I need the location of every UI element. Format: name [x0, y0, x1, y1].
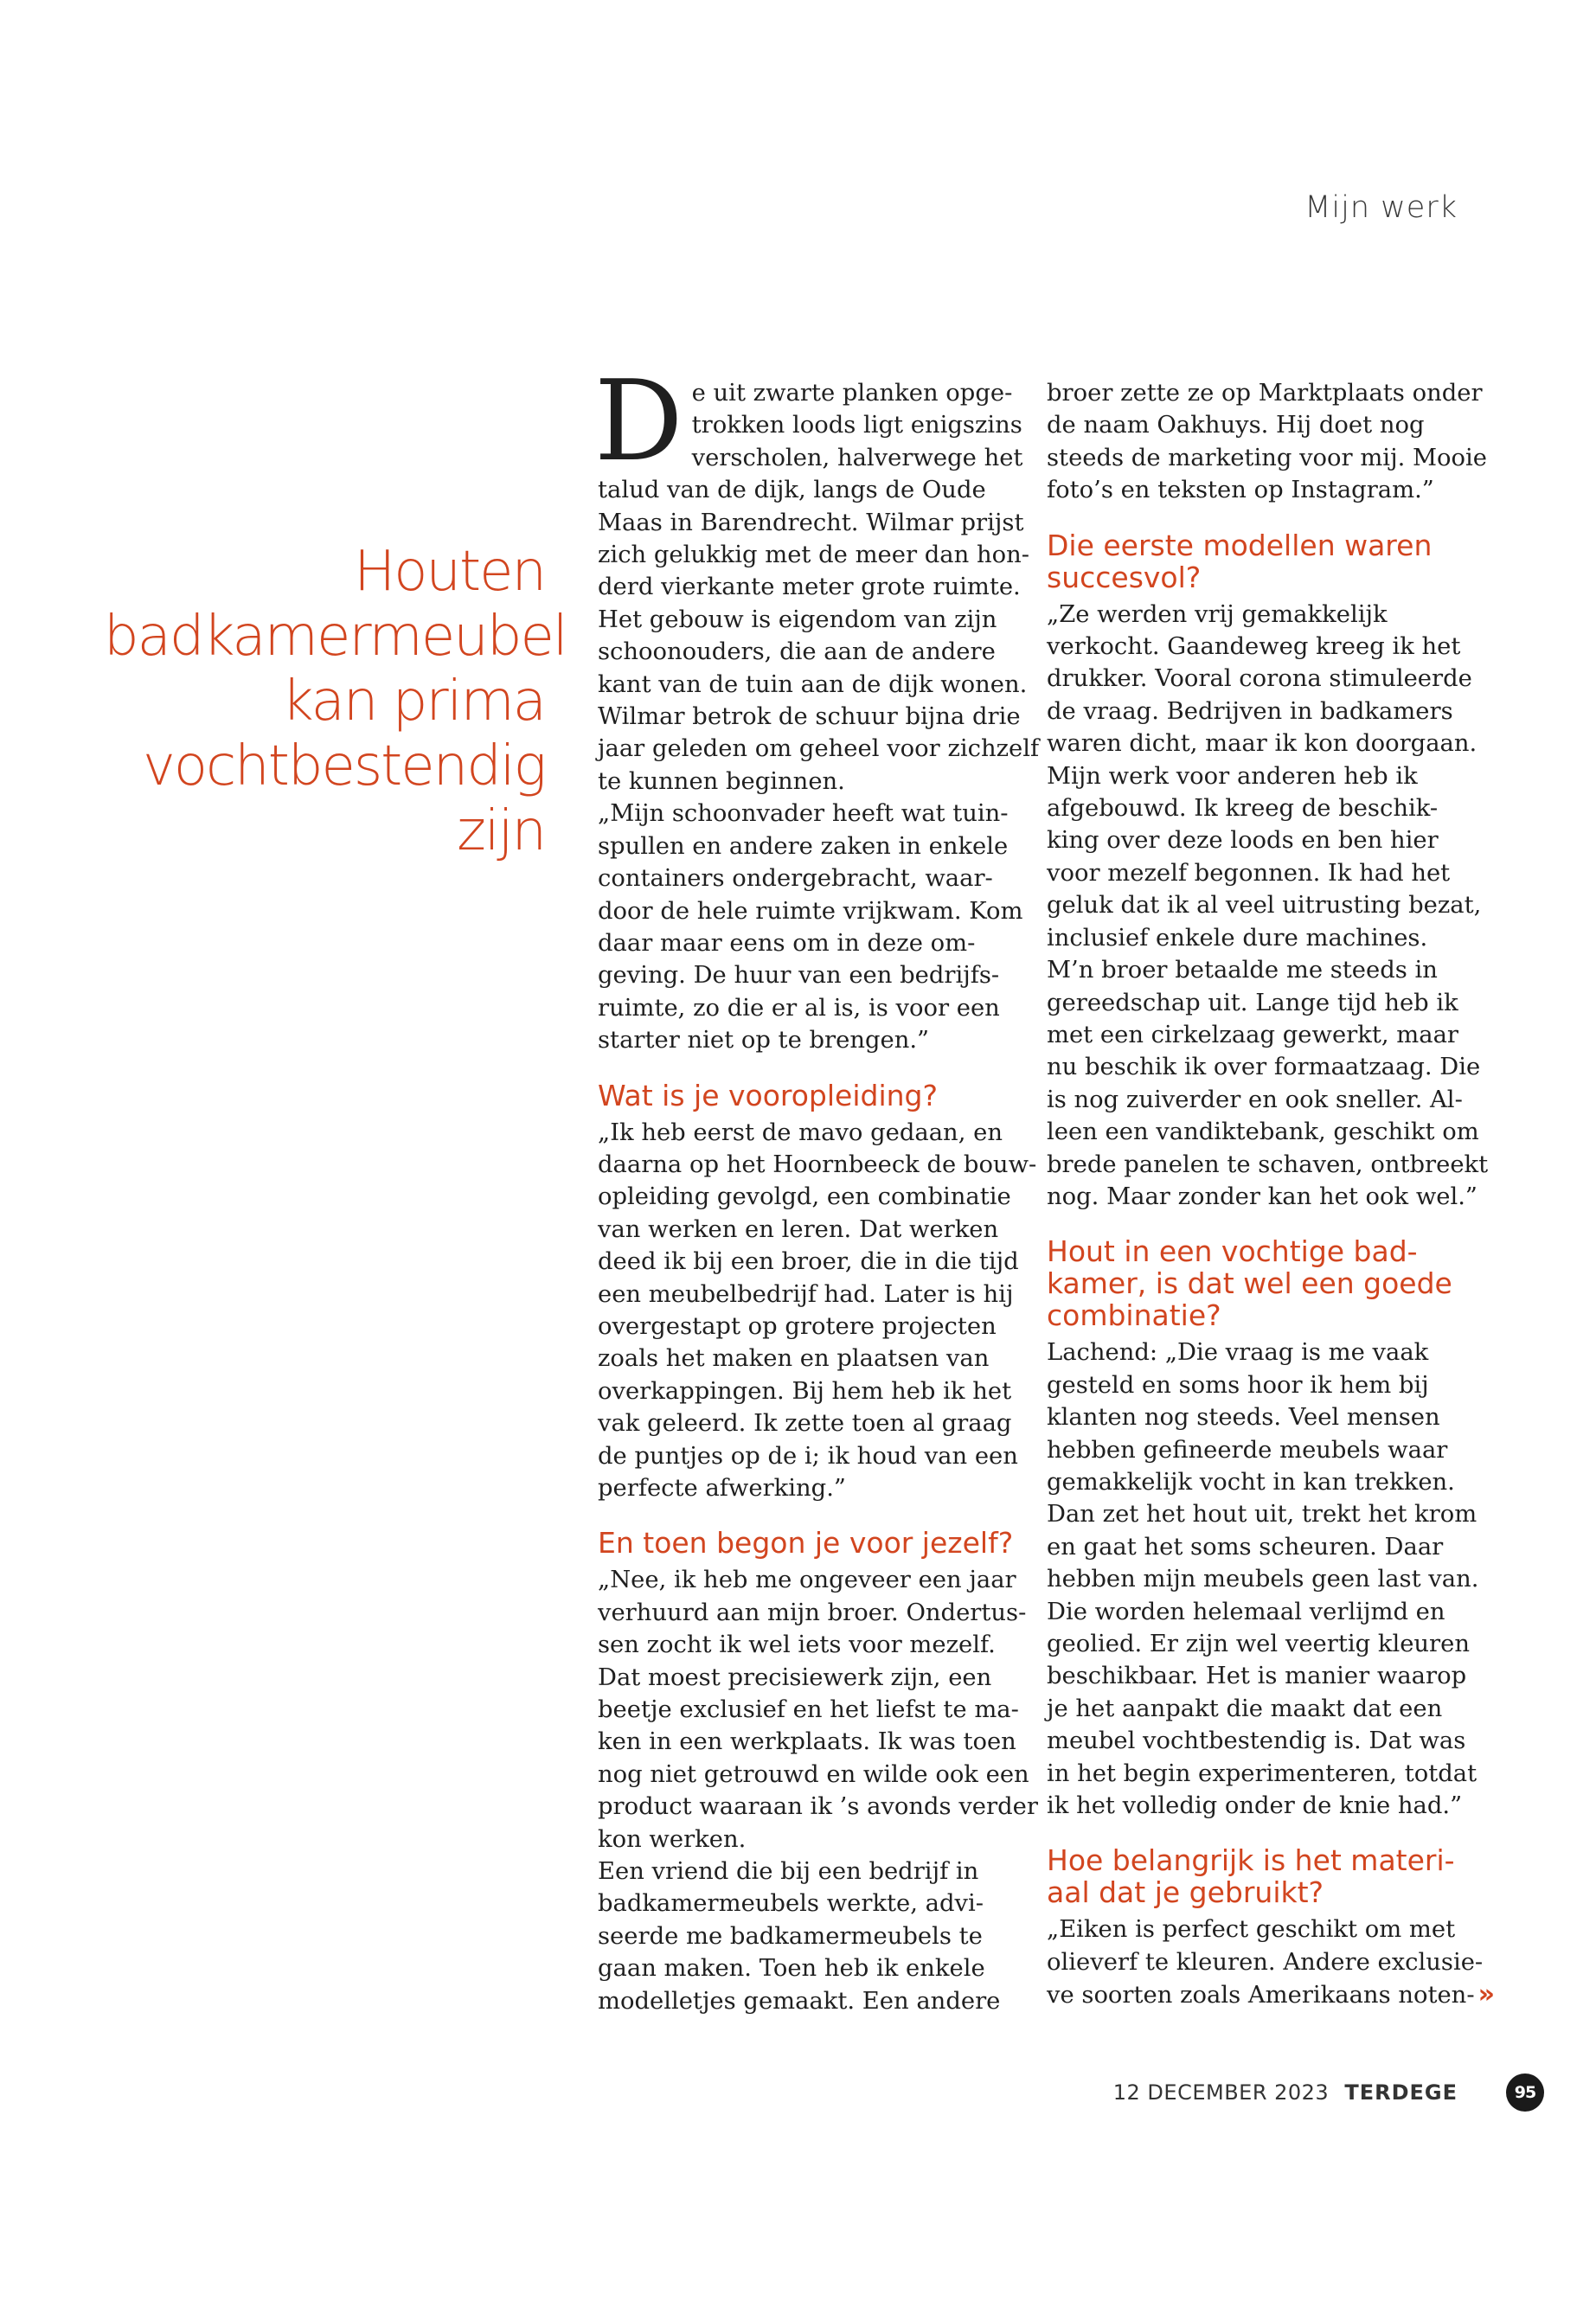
- text-line: e uit zwarte planken opge-: [691, 380, 1013, 407]
- text-line: beschikbaar. Het is manier waarop: [1047, 1663, 1467, 1690]
- publication-name: TERDEGE: [1344, 2080, 1458, 2105]
- text-line: ruimte, zo die er al is, is voor een: [598, 994, 1000, 1022]
- text-line: foto’s en teksten op Instagram.”: [1047, 477, 1434, 504]
- text-line: seerde me badkamermeubels te: [598, 1922, 983, 1950]
- question-heading: [1047, 1822, 1472, 1913]
- text-line: containers ondergebracht, waar-: [598, 865, 993, 893]
- text-line: ve soorten zoals Amerikaans noten- »: [1047, 1979, 1491, 2010]
- section-label: Mijn werk: [1304, 190, 1458, 225]
- text-line: zoals het maken en plaatsen van: [598, 1345, 990, 1373]
- text-line: Hoe belangrijk is het materi-: [1047, 1843, 1455, 1878]
- question-heading: [1047, 507, 1472, 599]
- article-column-2: [1047, 377, 1491, 2012]
- text-line: de puntjes op de i; ik houd van een: [598, 1442, 1018, 1470]
- text-line: daarna op het Hoornbeeck de bouw-: [598, 1150, 1037, 1178]
- question-heading: [598, 1504, 1013, 1564]
- text-line: „Nee, ik heb me ongeveer een jaar: [598, 1567, 1016, 1594]
- text-line: afgebouwd. Ik kreeg de beschik-: [1047, 795, 1439, 823]
- text-line: en gaat het soms scheuren. Daar: [1047, 1533, 1444, 1561]
- text-line: nog. Maar zonder kan het ook wel.”: [1047, 1183, 1477, 1210]
- text-line: voor mezelf begonnen. Ik had het: [1047, 859, 1451, 887]
- text-line: king over deze loods en ben hier: [1047, 827, 1439, 855]
- pull-quote-line: vochtbestendig: [142, 734, 545, 798]
- text-line: Dan zet het hout uit, trekt het krom: [1047, 1501, 1477, 1529]
- pull-quote-line: Houten: [354, 540, 545, 604]
- text-line: Maas in Barendrecht. Wilmar prijst: [598, 509, 1024, 536]
- text-line: leen een vandiktebank, geschikt om: [1047, 1118, 1479, 1146]
- text-line: „Eiken is perfect geschikt om met: [1047, 1916, 1456, 1944]
- continue-arrow-icon: »: [1477, 1979, 1491, 2010]
- text-line: Hout in een vochtige bad-: [1047, 1234, 1418, 1269]
- text-line: talud van de dijk, langs de Oude: [598, 477, 986, 504]
- text-line: gaan maken. Toen heb ik enkele: [598, 1955, 985, 1983]
- text-line: olieverf te kleuren. Andere exclusie-: [1047, 1948, 1484, 1976]
- answer-paragraph: [1047, 599, 1489, 1214]
- text-line: overgestapt op grotere projecten: [598, 1312, 997, 1340]
- text-line: derd vierkante meter grote ruimte.: [598, 574, 1021, 601]
- text-line: daar maar eens om in deze om-: [598, 929, 976, 957]
- text-line: badkamermeubels werkte, advi-: [598, 1890, 984, 1918]
- text-line: kant van de tuin aan de dijk wonen.: [598, 670, 1028, 698]
- text-line: product waaraan ik ’s avonds verder: [598, 1793, 1038, 1821]
- text-line: ik het volledig onder de knie had.”: [1047, 1792, 1463, 1820]
- text-line: met een cirkelzaag gewerkt, maar: [1047, 1021, 1458, 1048]
- text-line: ken in een werkplaats. Ik was toen: [598, 1728, 1016, 1756]
- text-line: gesteld en soms hoor ik hem bij: [1047, 1371, 1429, 1399]
- text-line: drukker. Vooral corona stimuleerde: [1047, 665, 1472, 693]
- pull-quote-line: kan prima: [281, 670, 545, 734]
- text-line: Die worden helemaal verlijmd en: [1047, 1598, 1445, 1625]
- text-line: in het begin experimenteren, totdat: [1047, 1759, 1477, 1787]
- text-line: opleiding gevolgd, een combinatie: [598, 1183, 1011, 1211]
- text-line: M’n broer betaalde me steeds in: [1047, 957, 1438, 984]
- text-line: waren dicht, maar ik kon doorgaan.: [1047, 730, 1477, 758]
- text-line: hebben mijn meubels geen last van.: [1047, 1566, 1479, 1593]
- text-line: jaar geleden om geheel voor zichzelf: [598, 735, 1040, 763]
- text-line: de naam Oakhuys. Hij doet nog: [1047, 412, 1425, 439]
- text-line: de vraag. Bedrijven in badkamers: [1047, 697, 1453, 725]
- text-line: kamer, is dat wel een goede: [1047, 1266, 1452, 1301]
- text-line: gemakkelijk vocht in kan trekken.: [1047, 1468, 1455, 1496]
- text-line: spullen en andere zaken in enkele: [598, 832, 1009, 860]
- text-line: perfecte afwerking.”: [598, 1475, 846, 1502]
- text-line: trokken loods ligt enigszins: [691, 412, 1022, 439]
- text-line: combinatie?: [1047, 1298, 1221, 1333]
- text-line: sen zocht ik wel iets voor mezelf.: [598, 1631, 996, 1659]
- text-line: Die eerste modellen waren: [1047, 528, 1433, 562]
- text-line: overkappingen. Bij hem heb ik het: [598, 1377, 1012, 1405]
- text-line: „Ik heb eerst de mavo gedaan, en: [598, 1118, 1003, 1146]
- text-line: „Ze werden vrij gemakkelijk: [1047, 600, 1388, 628]
- text-line: te kunnen beginnen.: [598, 767, 845, 795]
- pull-quote-line: zijn: [457, 799, 545, 863]
- text-line: van werken en leren. Dat werken: [598, 1215, 999, 1243]
- text-line: broer zette ze op Marktplaats onder: [1047, 380, 1483, 407]
- text-line: een meubelbedrijf had. Later is hij: [598, 1280, 1014, 1308]
- text-line: beetje exclusief en het liefst te ma-: [598, 1696, 1019, 1724]
- text-line: deed ik bij een broer, die in die tijd: [598, 1248, 1019, 1276]
- text-line: inclusief enkele dure machines.: [1047, 924, 1428, 952]
- text-line: je het aanpakt die maakt dat een: [1047, 1695, 1443, 1722]
- text-line: steeds de marketing voor mij. Mooie: [1047, 444, 1487, 471]
- text-line: schoonouders, die aan de andere: [598, 638, 996, 666]
- answer-paragraph: [1047, 1336, 1479, 1822]
- text-line: brede panelen te schaven, ontbreekt: [1047, 1150, 1489, 1178]
- text-line: Mijn werk voor anderen heb ik: [1047, 762, 1418, 790]
- question-heading: [1047, 1213, 1472, 1336]
- text-line: En toen begon je voor jezelf?: [598, 1526, 1014, 1561]
- text-line: „Mijn schoonvader heeft wat tuin-: [598, 800, 1009, 828]
- text-line: meubel vochtbestendig is. Dat was: [1047, 1727, 1466, 1755]
- text-line: vak geleerd. Ik zette toen al graag: [598, 1410, 1012, 1438]
- issue-date: 12 DECEMBER 2023: [1112, 2080, 1330, 2105]
- pull-quote-line: badkamermeubel: [104, 605, 567, 669]
- text-line: zich gelukkig met de meer dan hon-: [598, 542, 1029, 569]
- pull-quote: [104, 540, 567, 864]
- answer-paragraph: [598, 1564, 1038, 2017]
- text-line: geolied. Er zijn wel veertig kleuren: [1047, 1631, 1471, 1657]
- text-line: Dat moest precisiewerk zijn, een: [598, 1663, 992, 1691]
- text-line: gereedschap uit. Lange tijd heb ik: [1047, 989, 1458, 1016]
- text-line: succesvol?: [1047, 560, 1202, 594]
- text-line: nog niet getrouwd en wilde ook een: [598, 1760, 1029, 1788]
- text-line: Het gebouw is eigendom van zijn: [598, 606, 997, 633]
- answer-paragraph: [1047, 1913, 1491, 2011]
- text-line: Lachend: „Die vraag is me vaak: [1047, 1339, 1429, 1367]
- text-line: aal dat je gebruikt?: [1047, 1875, 1324, 1910]
- question-heading: [598, 1057, 1013, 1117]
- article-column-1: [594, 357, 1040, 2017]
- text-line: Een vriend die bij een bedrijf in: [598, 1858, 979, 1886]
- text-line: is nog zuiverder en ook sneller. Al-: [1047, 1086, 1463, 1113]
- text-line: verhuurd aan mijn broer. Ondertus-: [598, 1599, 1027, 1626]
- text-line: starter niet op te brengen.”: [598, 1027, 930, 1054]
- answer-paragraph: [598, 1117, 1037, 1505]
- text-line: verscholen, halverwege het: [691, 444, 1023, 471]
- text-line: geving. De huur van een bedrijfs-: [598, 962, 1000, 990]
- page-number-badge: 95: [1506, 2073, 1544, 2112]
- text-line: Wilmar betrok de schuur bijna drie: [598, 703, 1021, 731]
- text-line: klanten nog steeds. Veel mensen: [1047, 1404, 1440, 1432]
- text-line: nu beschik ik over formaatzaag. Die: [1047, 1054, 1481, 1081]
- text-line: door de hele ruimte vrijkwam. Kom: [598, 897, 1023, 925]
- text-line: geluk dat ik al veel uitrusting bezat,: [1047, 892, 1482, 920]
- text-line: verkocht. Gaandeweg kreeg ik het: [1047, 633, 1461, 661]
- text-line: Wat is je vooropleiding?: [598, 1078, 939, 1112]
- text-line: kon werken.: [598, 1825, 747, 1853]
- text-line: modelletjes gemaakt. Een andere: [598, 1987, 1001, 2015]
- intro-paragraph: [594, 357, 1040, 1057]
- drop-cap: D: [594, 357, 683, 486]
- text-line: hebben gefineerde meubels waar: [1047, 1436, 1448, 1464]
- page-footer: [1113, 2080, 1458, 2105]
- lead-paragraph: [1047, 377, 1487, 507]
